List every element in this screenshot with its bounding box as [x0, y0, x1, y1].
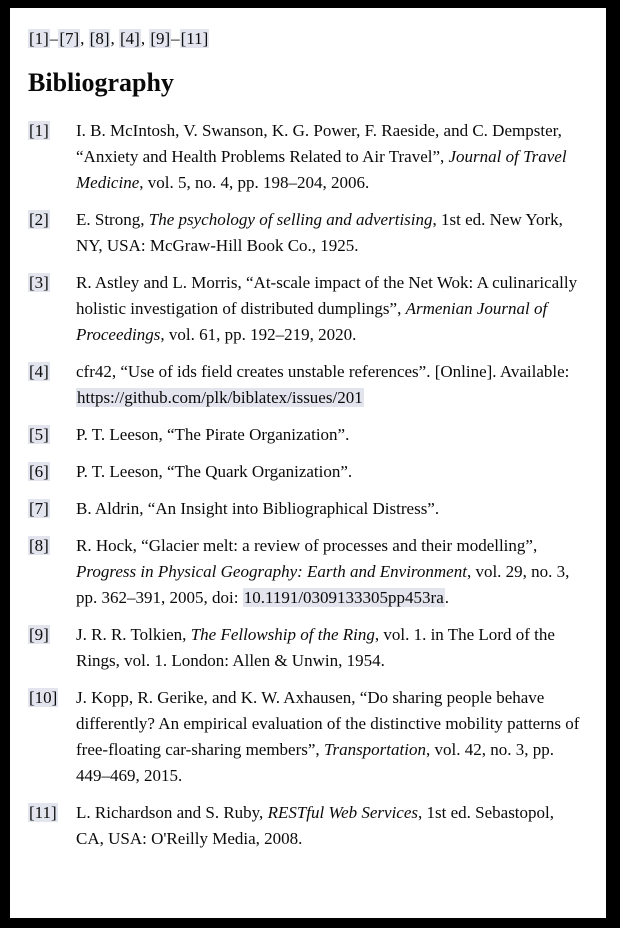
- citation-link[interactable]: [9]: [150, 29, 171, 48]
- reference-item: [28, 270, 586, 348]
- text-segment: E. Strong,: [76, 210, 149, 229]
- document-page: [10, 8, 606, 918]
- text-segment: J. Kopp, R. Gerike, and K. W. Axhausen, “Do sharing people behave differently? An empirical evaluation of the distinctive mobility patterns of free-floating car-sharing members”,: [76, 688, 580, 759]
- reference-text: [76, 622, 586, 674]
- text-segment: , vol. 61, pp. 192–219, 2020.: [160, 325, 357, 344]
- reference-text: [76, 118, 586, 196]
- text-segment: L. Richardson and S. Ruby,: [76, 803, 268, 822]
- text-segment: R. Hock, “Glacier melt: a review of processes and their modelling”,: [76, 536, 538, 555]
- citation-link[interactable]: [8]: [89, 29, 110, 48]
- italic-title: Armenian Journal of Proceedings: [76, 299, 548, 344]
- text-segment: , vol. 5, no. 4, pp. 198–204, 2006.: [139, 173, 370, 192]
- reference-label[interactable]: [10]: [29, 688, 58, 707]
- reference-label[interactable]: [9]: [29, 625, 49, 644]
- citation-link[interactable]: [4]: [119, 29, 140, 48]
- citation-link[interactable]: [11]: [180, 29, 209, 48]
- italic-title: Transportation: [323, 740, 426, 759]
- reference-label[interactable]: [2]: [29, 210, 49, 229]
- reference-item: [28, 422, 586, 448]
- text-segment: –: [171, 29, 180, 48]
- text-segment: I. B. McIntosh, V. Swanson, K. G. Power, F. Raeside, and C. Dempster, “Anxiety and Health Problems Related to Air Travel”,: [76, 121, 562, 166]
- reference-label-column: [28, 118, 76, 196]
- text-segment: ,: [140, 29, 150, 48]
- reference-label[interactable]: [6]: [29, 462, 49, 481]
- reference-item: [28, 685, 586, 789]
- reference-label-column: [28, 359, 76, 411]
- citation-link[interactable]: [7]: [59, 29, 80, 48]
- reference-label-column: [28, 533, 76, 611]
- reference-text: [76, 270, 586, 348]
- text-segment: , vol. 42, no. 3, pp. 449–469, 2015.: [76, 740, 554, 785]
- reference-label-column: [28, 270, 76, 348]
- reference-label[interactable]: [8]: [29, 536, 49, 555]
- bibliography-heading: Bibliography: [28, 68, 174, 97]
- reference-item: [28, 533, 586, 611]
- reference-label[interactable]: [11]: [29, 803, 57, 822]
- citation-link[interactable]: [1]: [29, 29, 49, 48]
- italic-title: The Fellowship of the Ring: [190, 625, 375, 644]
- reference-label[interactable]: [4]: [29, 362, 49, 381]
- reference-text: [76, 459, 586, 485]
- reference-label-column: [28, 422, 76, 448]
- reference-label[interactable]: [7]: [29, 499, 49, 518]
- text-segment: R. Astley and L. Morris, “At-scale impact of the Net Wok: A culinarically holistic investigation of distributed dumplings”,: [76, 273, 578, 318]
- reference-label[interactable]: [1]: [29, 121, 49, 140]
- italic-title: The psychology of selling and advertising: [148, 210, 433, 229]
- reference-link[interactable]: https://github.com/plk/biblatex/issues/201: [77, 388, 363, 407]
- italic-title: Journal of Travel Medicine: [76, 147, 567, 192]
- reference-label-column: [28, 622, 76, 674]
- text-segment: –: [49, 29, 59, 48]
- reference-label-column: [28, 496, 76, 522]
- text-segment: P. T. Leeson, “The Quark Organization”.: [76, 462, 353, 481]
- reference-item: [28, 800, 586, 852]
- reference-item: [28, 207, 586, 259]
- reference-text: [76, 207, 586, 259]
- reference-item: [28, 459, 586, 485]
- text-segment: , vol. 29, no. 3, pp. 362–391, 2005, doi:: [76, 562, 570, 607]
- text-segment: ,: [80, 29, 89, 48]
- text-segment: B. Aldrin, “An Insight into Bibliographical Distress”.: [76, 499, 440, 518]
- reference-list: [28, 118, 586, 852]
- reference-item: [28, 118, 586, 196]
- reference-text: [76, 359, 586, 411]
- reference-label-column: [28, 685, 76, 789]
- reference-item: [28, 359, 586, 411]
- reference-text: [76, 533, 586, 611]
- reference-text: [76, 496, 586, 522]
- text-segment: cfr42, “Use of ids field creates unstable references”. [Online]. Available:: [76, 362, 570, 381]
- reference-label-column: [28, 800, 76, 852]
- italic-title: Progress in Physical Geography: Earth and Environment: [76, 562, 467, 581]
- text-segment: J. R. R. Tolkien,: [76, 625, 191, 644]
- text-segment: .: [444, 588, 450, 607]
- reference-text: [76, 422, 586, 448]
- reference-label-column: [28, 459, 76, 485]
- reference-item: [28, 622, 586, 674]
- text-segment: , 1st ed. New York, NY, USA: McGraw-Hill Book Co., 1925.: [76, 210, 563, 255]
- text-segment: P. T. Leeson, “The Pirate Organization”.: [76, 425, 350, 444]
- reference-link[interactable]: 10.1191/0309133305pp453ra: [243, 588, 444, 607]
- reference-label[interactable]: [3]: [29, 273, 49, 292]
- italic-title: RESTful Web Services: [267, 803, 419, 822]
- text-segment: , 1st ed. Sebastopol, CA, USA: O'Reilly Media, 2008.: [76, 803, 555, 848]
- text-segment: , vol. 1. in The Lord of the Rings, vol. 1. London: Allen & Unwin, 1954.: [76, 625, 555, 670]
- reference-label[interactable]: [5]: [29, 425, 49, 444]
- text-segment: ,: [110, 29, 119, 48]
- reference-text: [76, 685, 586, 789]
- reference-text: [76, 800, 586, 852]
- reference-item: [28, 496, 586, 522]
- citation-line: [28, 26, 586, 52]
- reference-label-column: [28, 207, 76, 259]
